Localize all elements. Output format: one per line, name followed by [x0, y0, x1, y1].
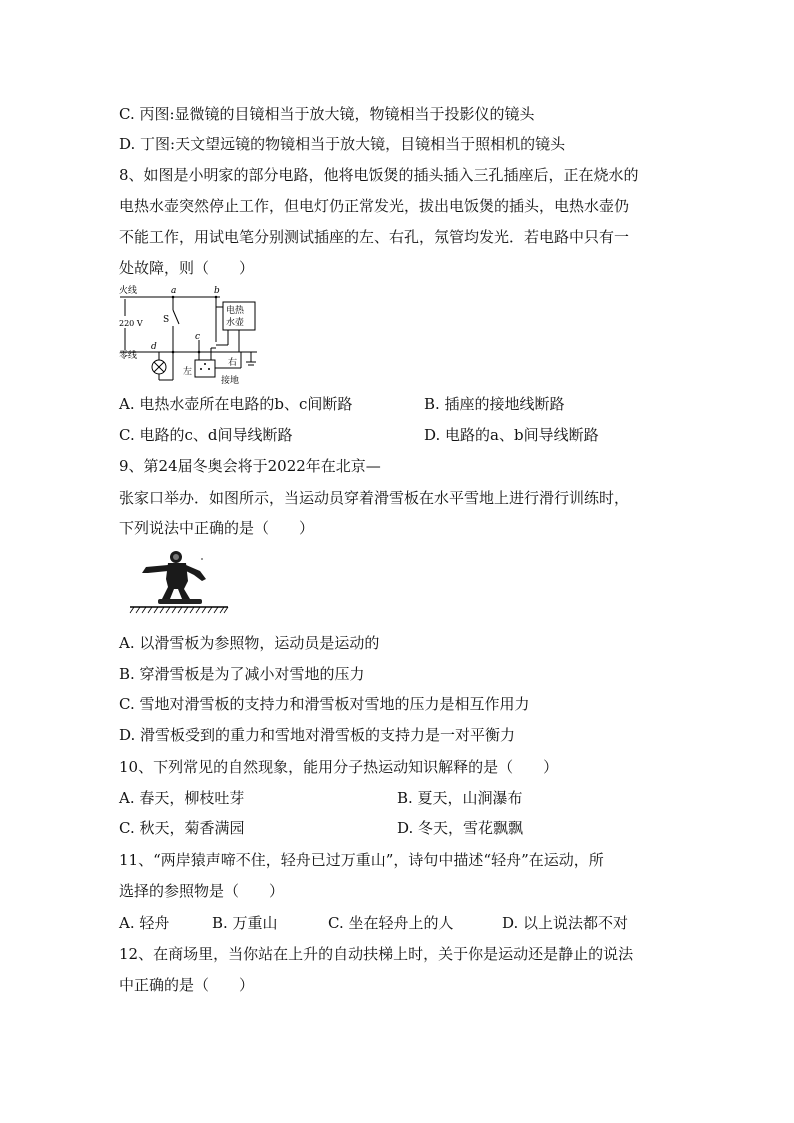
q8-live-wire-label: 火线 — [119, 286, 138, 296]
q8-kettle-label-2: 水壶 — [226, 318, 245, 328]
q8-point-a-label: a — [171, 286, 177, 296]
q8-socket-left-label: 左 — [183, 367, 193, 377]
q8-neutral-wire-label: 零线 — [119, 351, 138, 361]
q9-option-a: A. 以滑雪板为参照物，运动员是运动的 — [119, 634, 380, 652]
q11-option-b: B. 万重山 — [212, 914, 278, 932]
q8-kettle-label-1: 电热 — [226, 306, 245, 316]
q8-option-d: D. 电路的a、b间导线断路 — [424, 426, 599, 444]
q9-option-d: D. 滑雪板受到的重力和雪地对滑雪板的支持力是一对平衡力 — [119, 726, 516, 744]
q11-stem-line-1: 11、“两岸猿声啼不住，轻舟已过万重山”，诗句中描述“轻舟”在运动，所 — [119, 851, 604, 869]
q8-option-c: C. 电路的c、d间导线断路 — [119, 426, 293, 444]
q7-option-c: C. 丙图:显微镜的目镜相当于放大镜，物镜相当于投影仪的镜头 — [119, 105, 535, 123]
q11-option-a: A. 轻舟 — [119, 914, 170, 932]
q12-stem-line-2: 中正确的是（ ） — [119, 976, 255, 994]
q8-stem-line-2: 电热水壶突然停止工作，但电灯仍正常发光，拔出电饭煲的插头，电热水壶仍 — [119, 197, 630, 215]
q9-stem-line-1: 9、第24届冬奥会将于2022年在北京— — [119, 457, 381, 475]
q8-voltage-label: 220 V — [119, 319, 143, 328]
q8-circuit-diagram — [115, 282, 265, 388]
q8-point-b-label: b — [214, 286, 220, 296]
q8-point-c-label: c — [195, 332, 201, 342]
q11-option-c: C. 坐在轻舟上的人 — [328, 914, 454, 932]
q9-option-b: B. 穿滑雪板是为了减小对雪地的压力 — [119, 665, 365, 683]
q10-stem: 10、下列常见的自然现象，能用分子热运动知识解释的是（ ） — [119, 758, 559, 776]
q9-snowboarder-figure — [128, 547, 232, 617]
q11-stem-line-2: 选择的参照物是（ ） — [119, 882, 285, 900]
q9-stem-line-3: 下列说法中正确的是（ ） — [119, 519, 315, 537]
q9-stem-line-2: 张家口举办．如图所示，当运动员穿着滑雪板在水平雪地上进行滑行训练时， — [119, 489, 630, 507]
q7-option-d: D. 丁图:天文望远镜的物镜相当于放大镜，目镜相当于照相机的镜头 — [119, 135, 566, 153]
q8-stem-line-1: 8、如图是小明家的部分电路，他将电饭煲的插头插入三孔插座后，正在烧水的 — [119, 166, 639, 184]
q9-option-c: C. 雪地对滑雪板的支持力和滑雪板对雪地的压力是相互作用力 — [119, 695, 530, 713]
q8-ground-label: 接地 — [221, 376, 240, 386]
q8-socket-right-label: 右 — [228, 358, 238, 368]
q10-option-a: A. 春天，柳枝吐芽 — [119, 789, 245, 807]
q10-option-b: B. 夏天，山涧瀑布 — [397, 789, 523, 807]
q8-stem-line-4: 处故障，则（ ） — [119, 259, 255, 277]
q10-option-c: C. 秋天，菊香满园 — [119, 819, 245, 837]
q10-option-d: D. 冬天，雪花飘飘 — [397, 819, 524, 837]
q12-stem-line-1: 12、在商场里，当你站在上升的自动扶梯上时，关于你是运动还是静止的说法 — [119, 945, 634, 963]
q8-point-d-label: d — [151, 342, 157, 352]
q8-option-b: B. 插座的接地线断路 — [424, 395, 565, 413]
q11-option-d: D. 以上说法都不对 — [502, 914, 629, 932]
q8-option-a: A. 电热水壶所在电路的b、c间断路 — [119, 395, 353, 413]
q8-switch-label: S — [163, 315, 170, 325]
q8-stem-line-3: 不能工作，用试电笔分别测试插座的左、右孔，氖管均发光．若电路中只有一 — [119, 228, 630, 246]
